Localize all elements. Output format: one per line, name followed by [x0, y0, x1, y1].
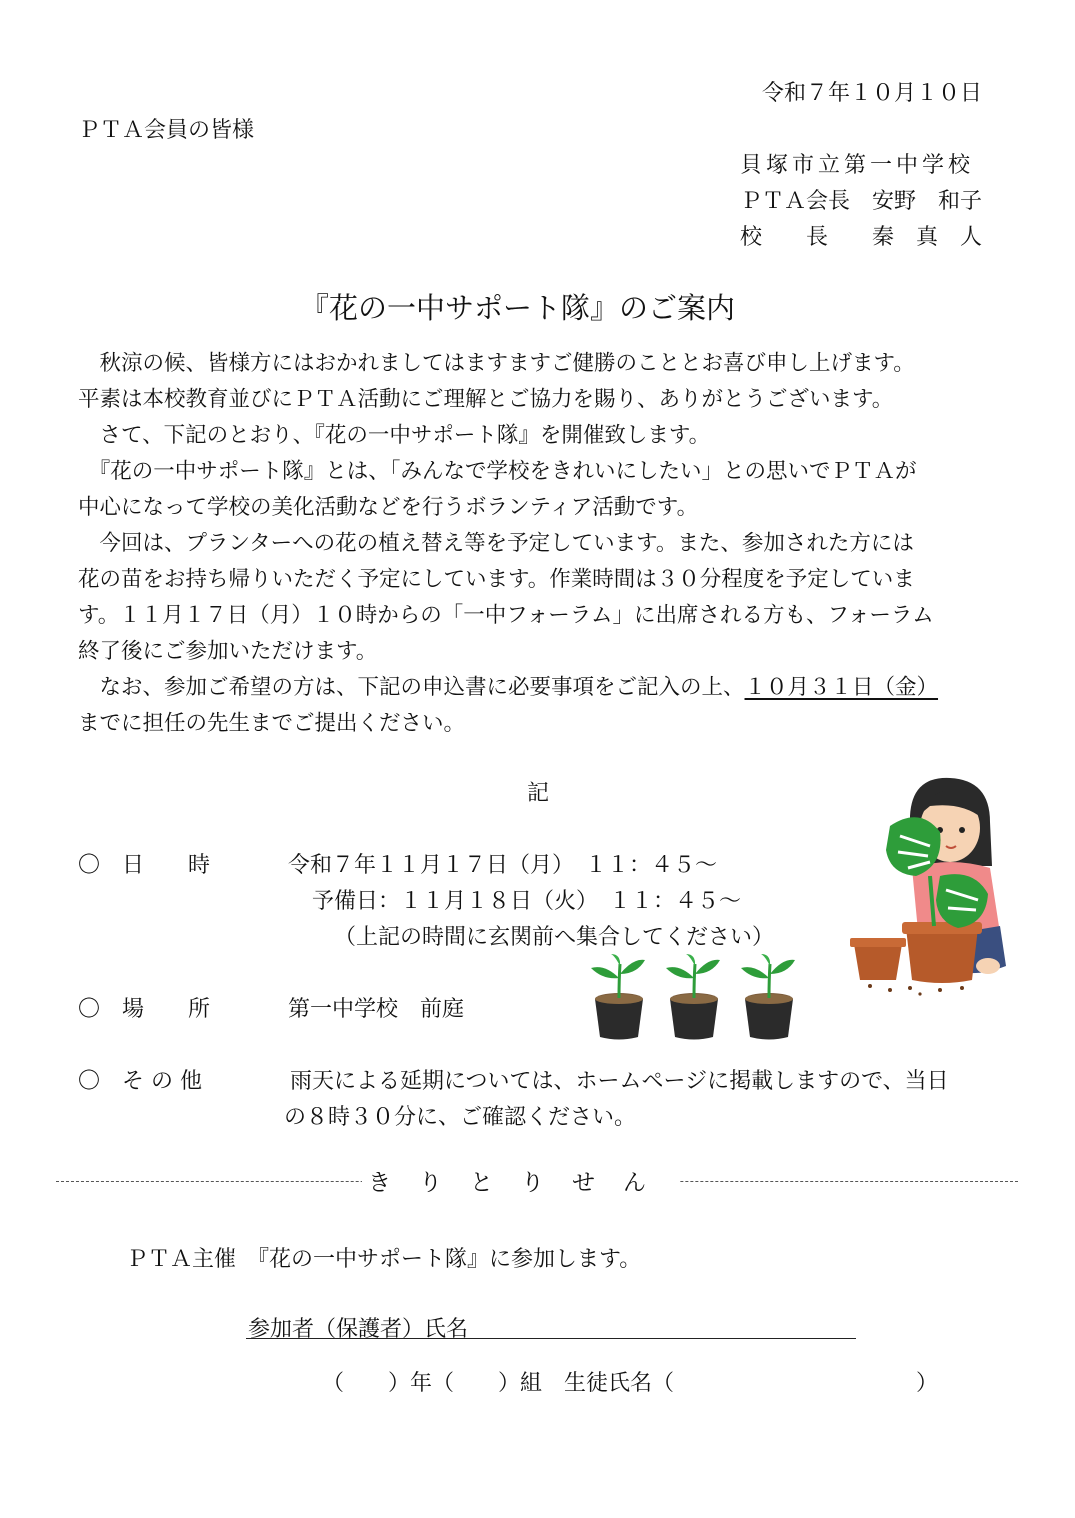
body-line-6: 今回は、プランターへの花の植え替え等を予定しています。また、参加された方には — [78, 531, 914, 556]
body-line-7: 花の苗をお持ち帰りいただく予定にしています。作業時間は３０分程度を予定していま — [78, 567, 915, 592]
seedling-pots-illustration — [585, 950, 800, 1042]
document-date: 令和７年１０月１０日 — [762, 81, 983, 106]
sender-pta-president: ＰＴＡ会長 安野 和子 — [740, 189, 983, 214]
body-line-5: 中心になって学校の美化活動などを行うボランティア活動です。 — [78, 495, 699, 520]
body-line-3: さて、下記のとおり、『花の一中サポート隊』を開催致します。 — [78, 423, 711, 448]
other-value-1: 雨天による延期については、ホームページに掲載しますので、当日 — [290, 1069, 949, 1094]
body-line-8: す。１１月１７日（月）１０時からの「一中フォーラム」に出席される方も、フォーラム — [78, 603, 934, 628]
gather-note: （上記の時間に玄関前へ集合してください） — [334, 925, 775, 950]
page-title: 『花の一中サポート隊』のご案内 — [300, 291, 736, 325]
place-label: 〇 場 所 — [78, 997, 211, 1022]
reserve-date: 予備日：１１月１８日（火） １１：４５～ — [312, 889, 742, 914]
cut-line-label: きりとりせん — [362, 1164, 680, 1197]
place-value: 第一中学校 前庭 — [288, 997, 465, 1022]
sender-school: 貝塚市立第一中学校 — [740, 153, 975, 178]
ki-heading: 記 — [527, 781, 550, 806]
guardian-name-label: 参加者（保護者）氏名 — [248, 1317, 469, 1342]
deadline-suffix: までに担任の先生までご提出ください。 — [78, 711, 466, 736]
guardian-name-field[interactable] — [246, 1338, 856, 1339]
student-info-line: （ ）年（ ）組 生徒氏名（ ） — [322, 1371, 939, 1396]
other-label: 〇 そ の 他 — [78, 1069, 202, 1094]
recipient: ＰＴＡ会員の皆様 — [78, 118, 255, 143]
datetime-value: 令和７年１１月１７日（月） １１：４５～ — [288, 853, 718, 878]
deadline-line — [78, 670, 938, 701]
participation-statement: ＰＴＡ主催 『花の一中サポート隊』に参加します。 — [126, 1247, 642, 1272]
other-value-2: の８時３０分に、ご確認ください。 — [284, 1105, 637, 1130]
seedling-pot-icon — [591, 954, 645, 1040]
body-line-4: 『花の一中サポート隊』とは、「みんなで学校をきれいにしたい」との思いでＰＴＡが — [78, 459, 917, 484]
sender-principal: 校 長 秦 真 人 — [740, 225, 983, 250]
deadline-prefix: なお、参加ご希望の方は、下記の申込書に必要事項をご記入の上、 — [78, 675, 745, 700]
deadline-date: １０月３１日（金） — [744, 675, 939, 700]
woman-with-plant-illustration — [850, 776, 1010, 998]
body-line-9: 終了後にご参加いただけます。 — [78, 639, 378, 664]
body-line-2: 平素は本校教育並びにＰＴＡ活動にご理解とご協力を賜り、ありがとうございます。 — [78, 387, 894, 412]
body-line-1: 秋涼の候、皆様方にはおかれましてはますますご健勝のこととお喜び申し上げます。 — [78, 351, 915, 376]
datetime-label: 〇 日 時 — [78, 853, 211, 878]
